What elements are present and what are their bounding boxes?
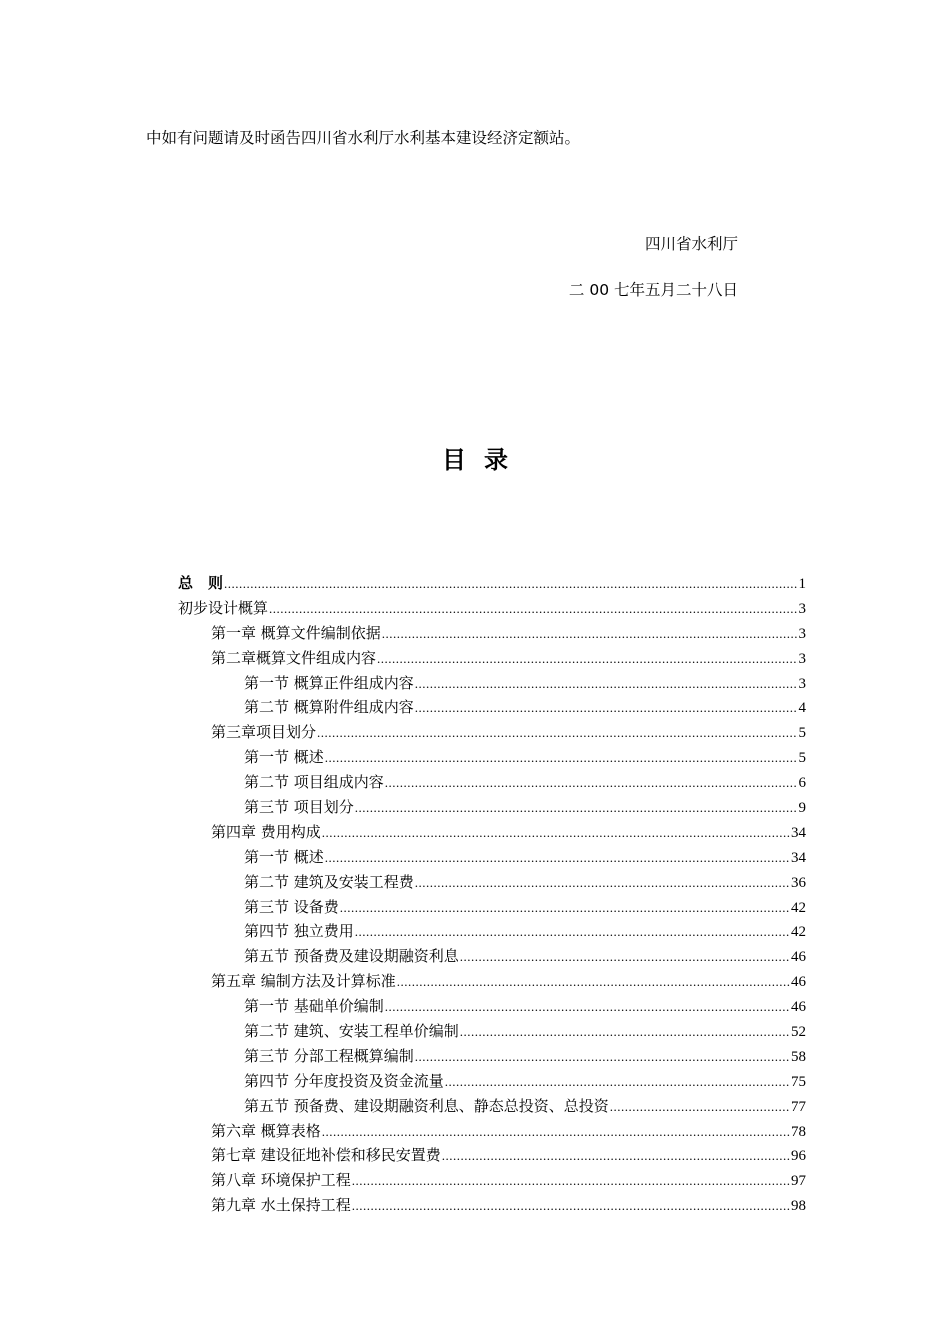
toc-entry-page-number: 46	[791, 949, 806, 966]
toc-entry[interactable]	[178, 1095, 806, 1120]
toc-dot-leader	[269, 601, 797, 617]
toc-entry-title: 第二节 项目组成内容	[244, 773, 384, 792]
toc-entry-page-number: 3	[798, 625, 806, 642]
toc-entry-page-number: 58	[791, 1048, 806, 1065]
toc-dot-leader	[610, 1099, 790, 1115]
toc-entry-page-number: 46	[791, 974, 806, 991]
toc-entry-title: 第三节 分部工程概算编制	[244, 1046, 414, 1065]
toc-entry-title: 第四章 费用构成	[211, 822, 321, 841]
toc-entry-title: 第三节 设备费	[244, 897, 339, 916]
toc-entry[interactable]	[178, 796, 806, 821]
toc-dot-leader	[442, 1148, 790, 1164]
toc-entry-page-number: 96	[791, 1148, 806, 1165]
toc-entry[interactable]	[178, 647, 806, 672]
toc-entry-title: 第五章 编制方法及计算标准	[211, 972, 396, 991]
toc-dot-leader	[460, 949, 790, 965]
toc-entry-title: 第二章概算文件组成内容	[211, 648, 377, 667]
toc-dot-leader	[415, 875, 790, 891]
toc-dot-leader	[322, 1124, 790, 1140]
toc-entry-page-number: 4	[798, 700, 806, 717]
toc-entry-title: 第七章 建设征地补偿和移民安置费	[211, 1146, 441, 1165]
toc-dot-leader	[322, 825, 790, 841]
toc-dot-leader	[317, 725, 797, 741]
toc-entry-title: 第一节 概算正件组成内容	[244, 673, 414, 692]
toc-dot-leader	[460, 1024, 790, 1040]
toc-entry-title: 第一节 概述	[244, 748, 324, 767]
toc-dot-leader	[325, 850, 790, 866]
toc-dot-leader	[355, 924, 790, 940]
letter-signature: 四川省水利厅	[644, 235, 738, 253]
toc-entry-page-number: 34	[791, 824, 806, 841]
toc-entry-page-number: 36	[791, 874, 806, 891]
toc-entry-title: 第一节 基础单价编制	[244, 997, 384, 1016]
toc-entry[interactable]	[178, 1169, 806, 1194]
toc-entry-page-number: 3	[798, 650, 806, 667]
toc-dot-leader	[397, 974, 790, 990]
toc-entry[interactable]	[178, 1070, 806, 1095]
toc-entry-title: 初步设计概算	[178, 598, 269, 617]
toc-entry[interactable]	[178, 1045, 806, 1070]
toc-entry-title: 第三节 项目划分	[244, 798, 354, 817]
toc-entry-page-number: 9	[798, 800, 806, 817]
toc-entry[interactable]	[178, 920, 806, 945]
letter-intro-text: 中如有问题请及时函告四川省水利厅水利基本建设经济定额站。	[146, 129, 581, 147]
toc-entry-page-number: 5	[798, 725, 806, 742]
toc-entry[interactable]	[178, 871, 806, 896]
toc-dot-leader	[377, 651, 797, 667]
letter-date: 二 00 七年五月二十八日	[568, 281, 738, 299]
toc-entry-page-number: 52	[791, 1024, 806, 1041]
toc-entry-title: 第四节 分年度投资及资金流量	[244, 1071, 444, 1090]
toc-entry[interactable]	[178, 945, 806, 970]
toc-entry-page-number: 78	[791, 1123, 806, 1140]
toc-entry-title: 第二节 建筑、安装工程单价编制	[244, 1022, 459, 1041]
toc-entry-title: 第一章 概算文件编制依据	[211, 623, 381, 642]
toc-entry[interactable]	[178, 746, 806, 771]
toc-entry-title: 第二节 概算附件组成内容	[244, 698, 414, 717]
toc-entry-title: 第二节 建筑及安装工程费	[244, 872, 414, 891]
toc-dot-leader	[415, 1049, 790, 1065]
toc-dot-leader	[325, 750, 798, 766]
toc-entry[interactable]	[178, 572, 806, 597]
toc-entry-page-number: 1	[798, 576, 806, 592]
toc-dot-leader	[382, 626, 798, 642]
toc-entry-page-number: 3	[798, 600, 806, 617]
toc-entry-page-number: 75	[791, 1073, 806, 1090]
toc-dot-leader	[415, 676, 798, 692]
toc-entry-page-number: 97	[791, 1173, 806, 1190]
toc-entry[interactable]	[178, 1020, 806, 1045]
toc-entry-title: 第五节 预备费、建设期融资利息、静态总投资、总投资	[244, 1096, 609, 1115]
toc-entry-title: 第五节 预备费及建设期融资利息	[244, 947, 459, 966]
toc-entry[interactable]	[178, 1144, 806, 1169]
toc-entry-page-number: 5	[798, 750, 806, 767]
toc-entry[interactable]	[178, 970, 806, 995]
toc-entry[interactable]	[178, 821, 806, 846]
toc-entry[interactable]	[178, 721, 806, 746]
toc-entry[interactable]	[178, 846, 806, 871]
toc-dot-leader	[340, 900, 790, 916]
toc-entry-page-number: 42	[791, 924, 806, 941]
toc-dot-leader	[385, 999, 790, 1015]
toc-entry-title: 第四节 独立费用	[244, 922, 354, 941]
toc-entry[interactable]	[178, 1120, 806, 1145]
toc-entry-page-number: 77	[791, 1098, 806, 1115]
toc-entry-page-number: 42	[791, 899, 806, 916]
toc-entry[interactable]	[178, 771, 806, 796]
toc-entry-page-number: 6	[798, 775, 806, 792]
toc-entry-title: 第一节 概述	[244, 847, 324, 866]
toc-entry-page-number: 46	[791, 999, 806, 1016]
toc-entry[interactable]	[178, 672, 806, 697]
toc-entry[interactable]	[178, 896, 806, 921]
toc-entry-page-number: 3	[798, 675, 806, 692]
toc-dot-leader	[385, 775, 798, 791]
toc-entry[interactable]	[178, 995, 806, 1020]
toc-dot-leader	[224, 576, 797, 592]
toc-dot-leader	[352, 1198, 790, 1214]
toc-dot-leader	[352, 1173, 790, 1189]
toc-dot-leader	[415, 700, 798, 716]
toc-entry-page-number: 34	[791, 849, 806, 866]
toc-entry-title: 第八章 环境保护工程	[211, 1171, 351, 1190]
toc-dot-leader	[445, 1074, 790, 1090]
toc-entry-page-number: 98	[791, 1198, 806, 1215]
table-of-contents	[178, 572, 806, 1219]
toc-entry[interactable]	[178, 1194, 806, 1219]
toc-entry[interactable]	[178, 622, 806, 647]
toc-entry[interactable]	[178, 597, 806, 622]
toc-entry[interactable]	[178, 696, 806, 721]
toc-entry-title: 第三章项目划分	[211, 723, 317, 742]
toc-entry-title: 第六章 概算表格	[211, 1121, 321, 1140]
toc-entry-title: 总 则	[178, 574, 224, 592]
toc-dot-leader	[355, 800, 798, 816]
toc-title: 目录	[442, 446, 526, 474]
toc-entry-title: 第九章 水土保持工程	[211, 1196, 351, 1215]
